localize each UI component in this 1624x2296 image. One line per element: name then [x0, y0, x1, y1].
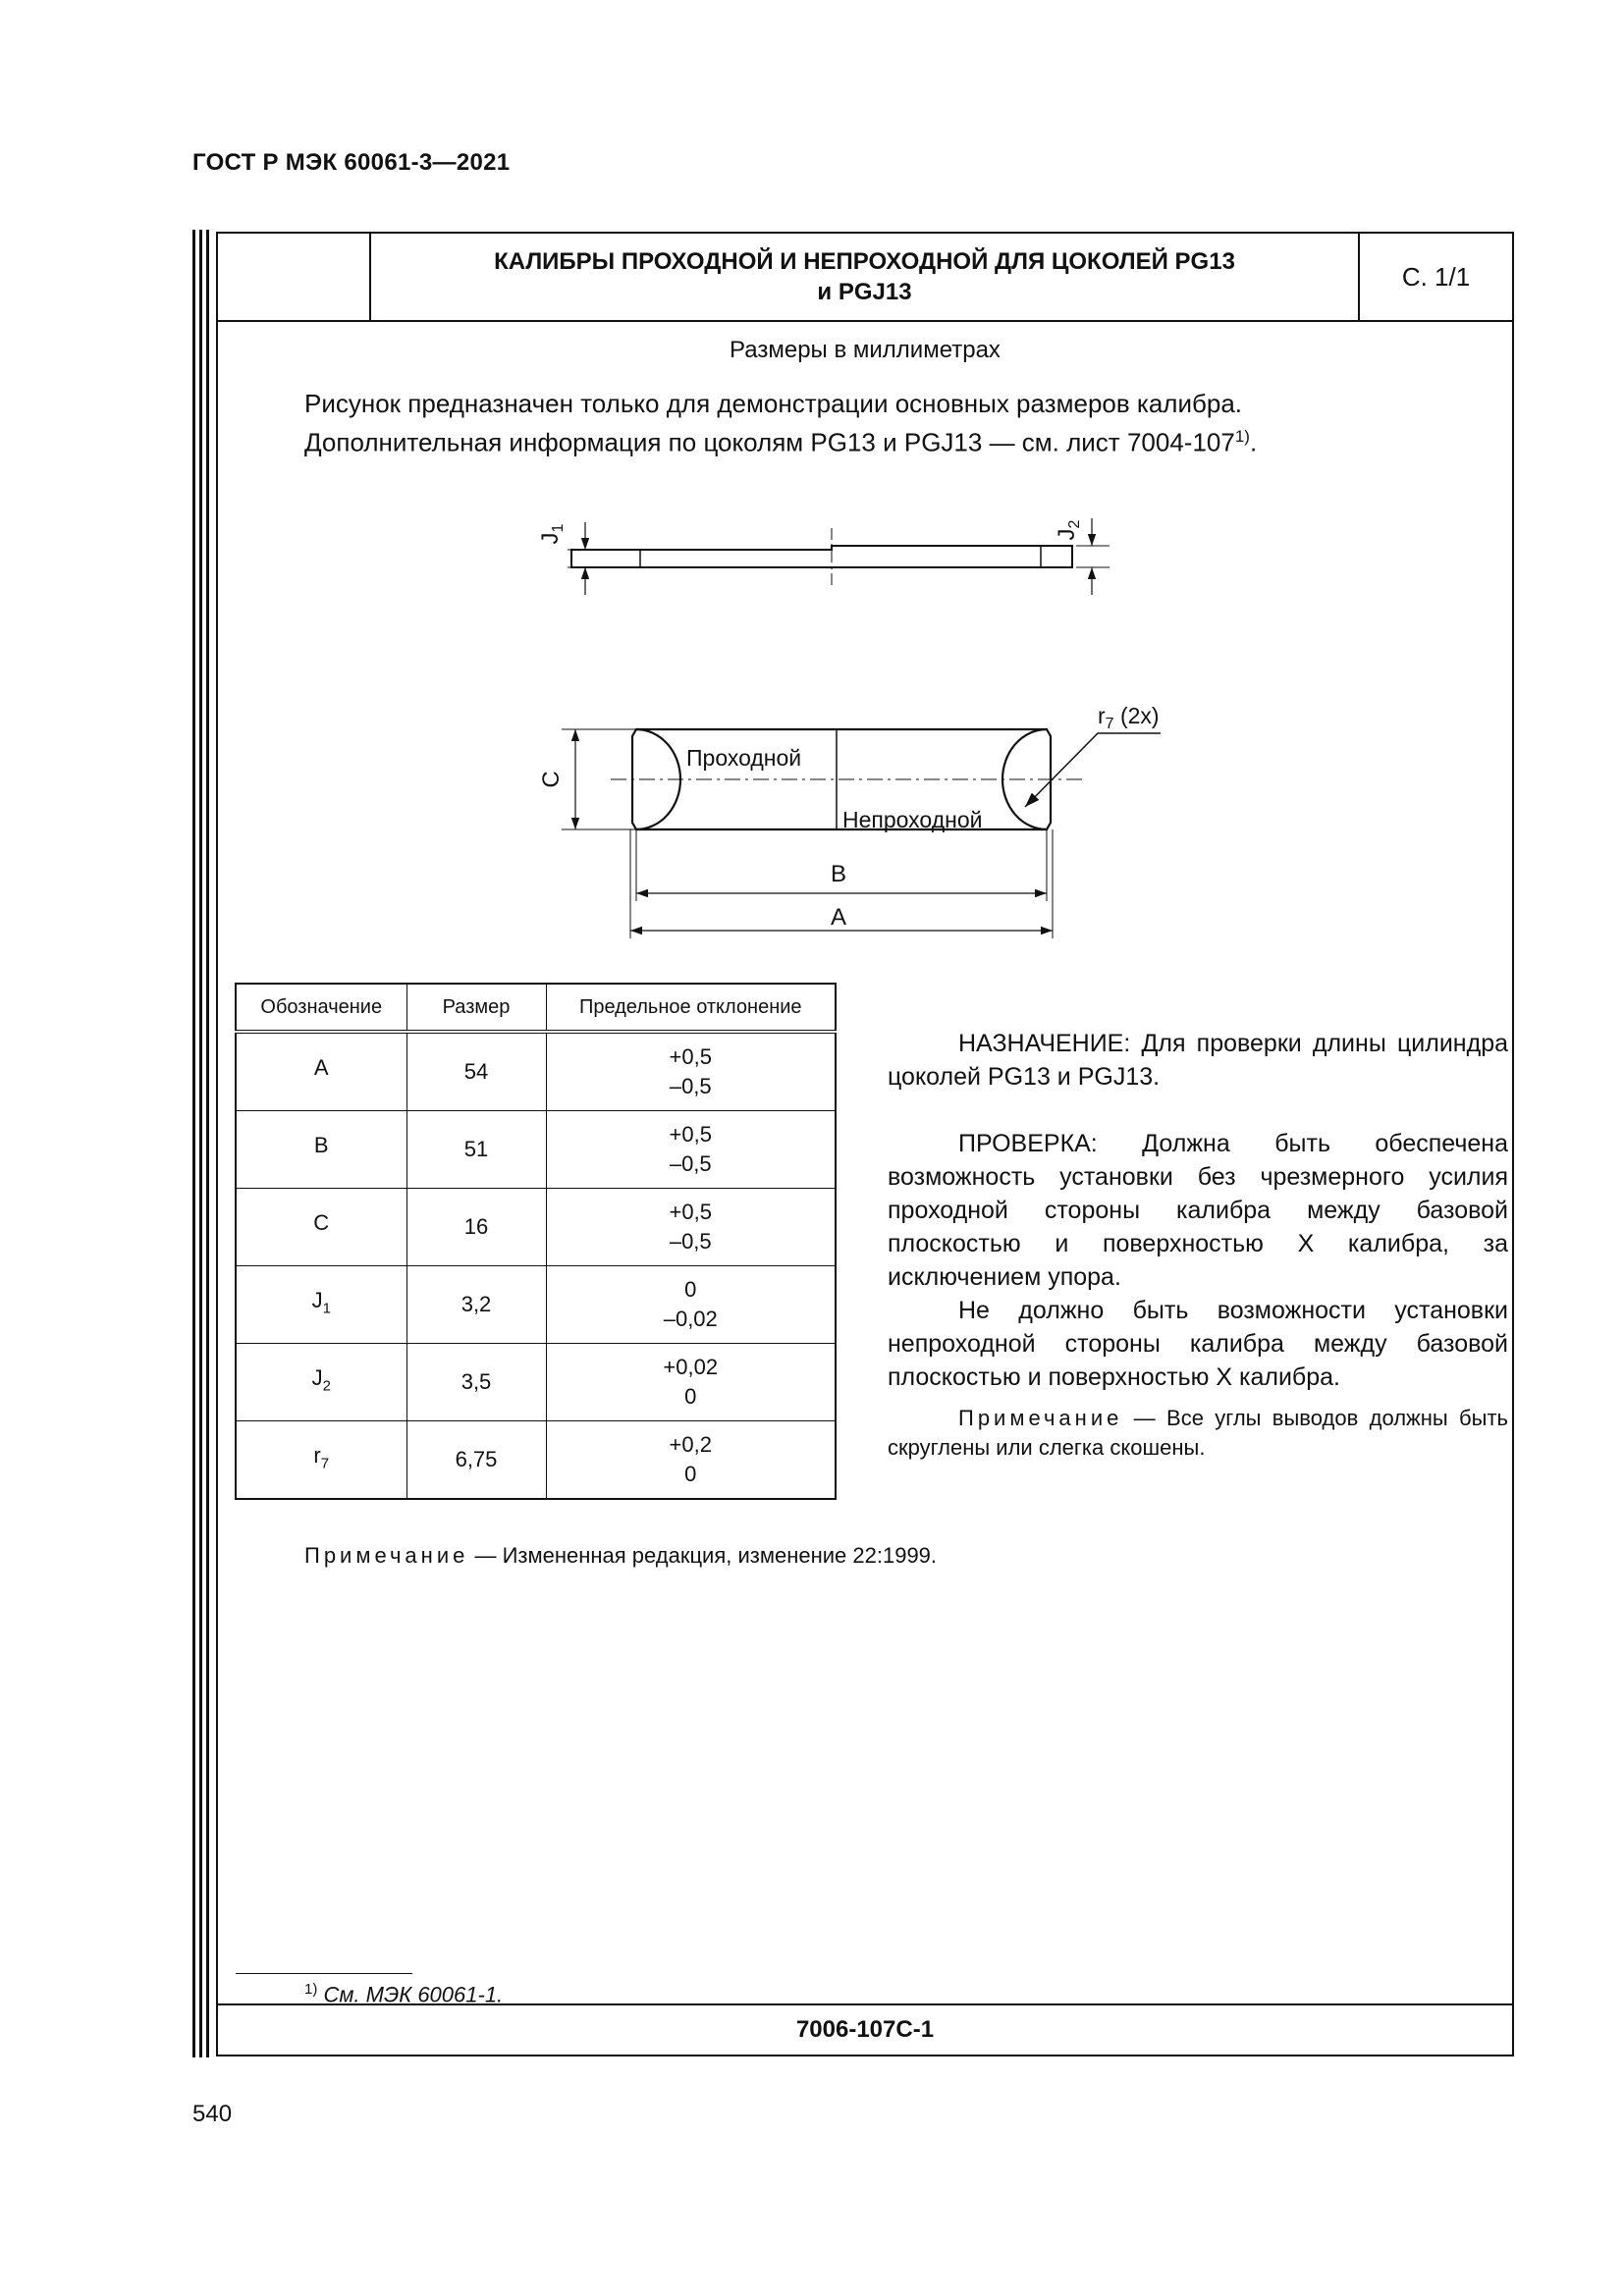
- size-cell: 3,2: [406, 1266, 546, 1344]
- document-header: ГОСТ Р МЭК 60061-3—2021: [192, 149, 511, 176]
- symbol-cell: $r_7$: [236, 1421, 406, 1500]
- gauge-drawing: [218, 234, 1514, 980]
- b-label: B: [830, 861, 847, 887]
- deviation-cell: +0,5 –0,5: [546, 1189, 836, 1266]
- intro-line-2-text: Дополнительная информация по цоколям PG13 и PGJ13 — см. лист 7004-107: [304, 427, 1235, 457]
- c-label: C: [538, 771, 565, 788]
- size-cell: 54: [406, 1032, 546, 1111]
- symbol-cell: B: [236, 1111, 406, 1189]
- j1-label: $J_1$: [537, 523, 567, 545]
- r7-label: $r_7$ (2x): [1098, 703, 1160, 732]
- symbol-cell: $J_2$: [236, 1344, 406, 1421]
- sheet-title-line2: и PGJ13: [817, 279, 912, 305]
- footnote-separator: [236, 1973, 412, 1974]
- symbol-cell: C: [236, 1189, 406, 1266]
- note-right-text: — Все углы выводов должны быть скруглены или слегка скошены.: [888, 1406, 1508, 1460]
- footnote-mark: 1): [304, 1981, 318, 1998]
- intro-line-1: Рисунок предназначен только для демонстрации основных размеров калибра.: [304, 389, 1243, 418]
- column-header: Обозначение: [236, 984, 406, 1032]
- size-cell: 16: [406, 1189, 546, 1266]
- column-header: Размер: [406, 984, 546, 1032]
- note-label: Примечание: [304, 1543, 469, 1568]
- dimensions-table: [235, 983, 837, 1500]
- note-bottom: [304, 1543, 937, 1569]
- purpose-paragraph: НАЗНАЧЕНИЕ: Для проверки длины цилиндра цоколей PG13 и PGJ13.: [888, 1030, 1508, 1091]
- deviation-cell: +0,02 0: [546, 1344, 836, 1421]
- standard-sheet: [216, 232, 1514, 2056]
- sheet-footer-code: 7006-107C-1: [218, 2003, 1512, 2055]
- note-bottom-text: — Измененная редакция, изменение 22:1999.: [468, 1543, 938, 1568]
- table-header-row: [236, 984, 836, 1032]
- note-right: [888, 1404, 1508, 1463]
- size-cell: 3,5: [406, 1344, 546, 1421]
- symbol-cell: A: [236, 1032, 406, 1111]
- symbol-cell: $J_1$: [236, 1266, 406, 1344]
- check-paragraph-2: Не должно быть возможности установки непроходной стороны калибра между базовой плоскостью и поверхностью X калибра.: [888, 1297, 1508, 1391]
- purpose-text: [888, 1027, 1508, 1094]
- deviation-cell: 0 –0,02: [546, 1266, 836, 1344]
- table-row: [236, 1189, 836, 1266]
- go-side-label: Проходной: [686, 745, 802, 771]
- binding-line: [206, 230, 209, 2057]
- table-row: [236, 1111, 836, 1189]
- sheet-number: С. 1/1: [1401, 261, 1471, 292]
- deviation-cell: +0,5 –0,5: [546, 1032, 836, 1111]
- note-label: Примечание: [958, 1406, 1123, 1430]
- column-header: Предельное отклонение: [546, 984, 836, 1032]
- side-view-outline: [571, 546, 1072, 567]
- size-cell: 51: [406, 1111, 546, 1189]
- j2-label: $J_2$: [1054, 519, 1083, 541]
- binding-line: [199, 230, 202, 2057]
- size-cell: 6,75: [406, 1421, 546, 1500]
- a-label: A: [830, 904, 847, 931]
- deviation-cell: +0,2 0: [546, 1421, 836, 1500]
- table-row: [236, 1266, 836, 1344]
- check-paragraph-1: ПРОВЕРКА: Должна быть обеспечена возможность установки без чрезмерного усилия проходной стороны калибра между базовой плоскостью и поверхностью X калибра, за исключением упора.: [888, 1130, 1508, 1291]
- table-row: [236, 1032, 836, 1111]
- table-row: [236, 1344, 836, 1421]
- page-number: 540: [192, 2101, 233, 2127]
- nogo-side-label: Непроходной: [842, 807, 983, 832]
- deviation-cell: +0,5 –0,5: [546, 1111, 836, 1189]
- binding-line: [192, 230, 195, 2057]
- dimensions-note: Размеры в миллиметрах: [730, 337, 1001, 363]
- footnote-ref: 1): [1234, 427, 1250, 446]
- footnote-text: См. МЭК 60061-1.: [317, 1982, 504, 2007]
- sheet-title-line1: КАЛИБРЫ ПРОХОДНОЙ И НЕПРОХОДНОЙ ДЛЯ ЦОКОЛЕЙ PG13: [494, 248, 1235, 275]
- check-text: [888, 1127, 1508, 1463]
- table-row: [236, 1421, 836, 1500]
- intro-line-2: Дополнительная информация по цоколям PG13 и PGJ13 — см. лист 7004-107$^{1)}$.: [304, 427, 1258, 457]
